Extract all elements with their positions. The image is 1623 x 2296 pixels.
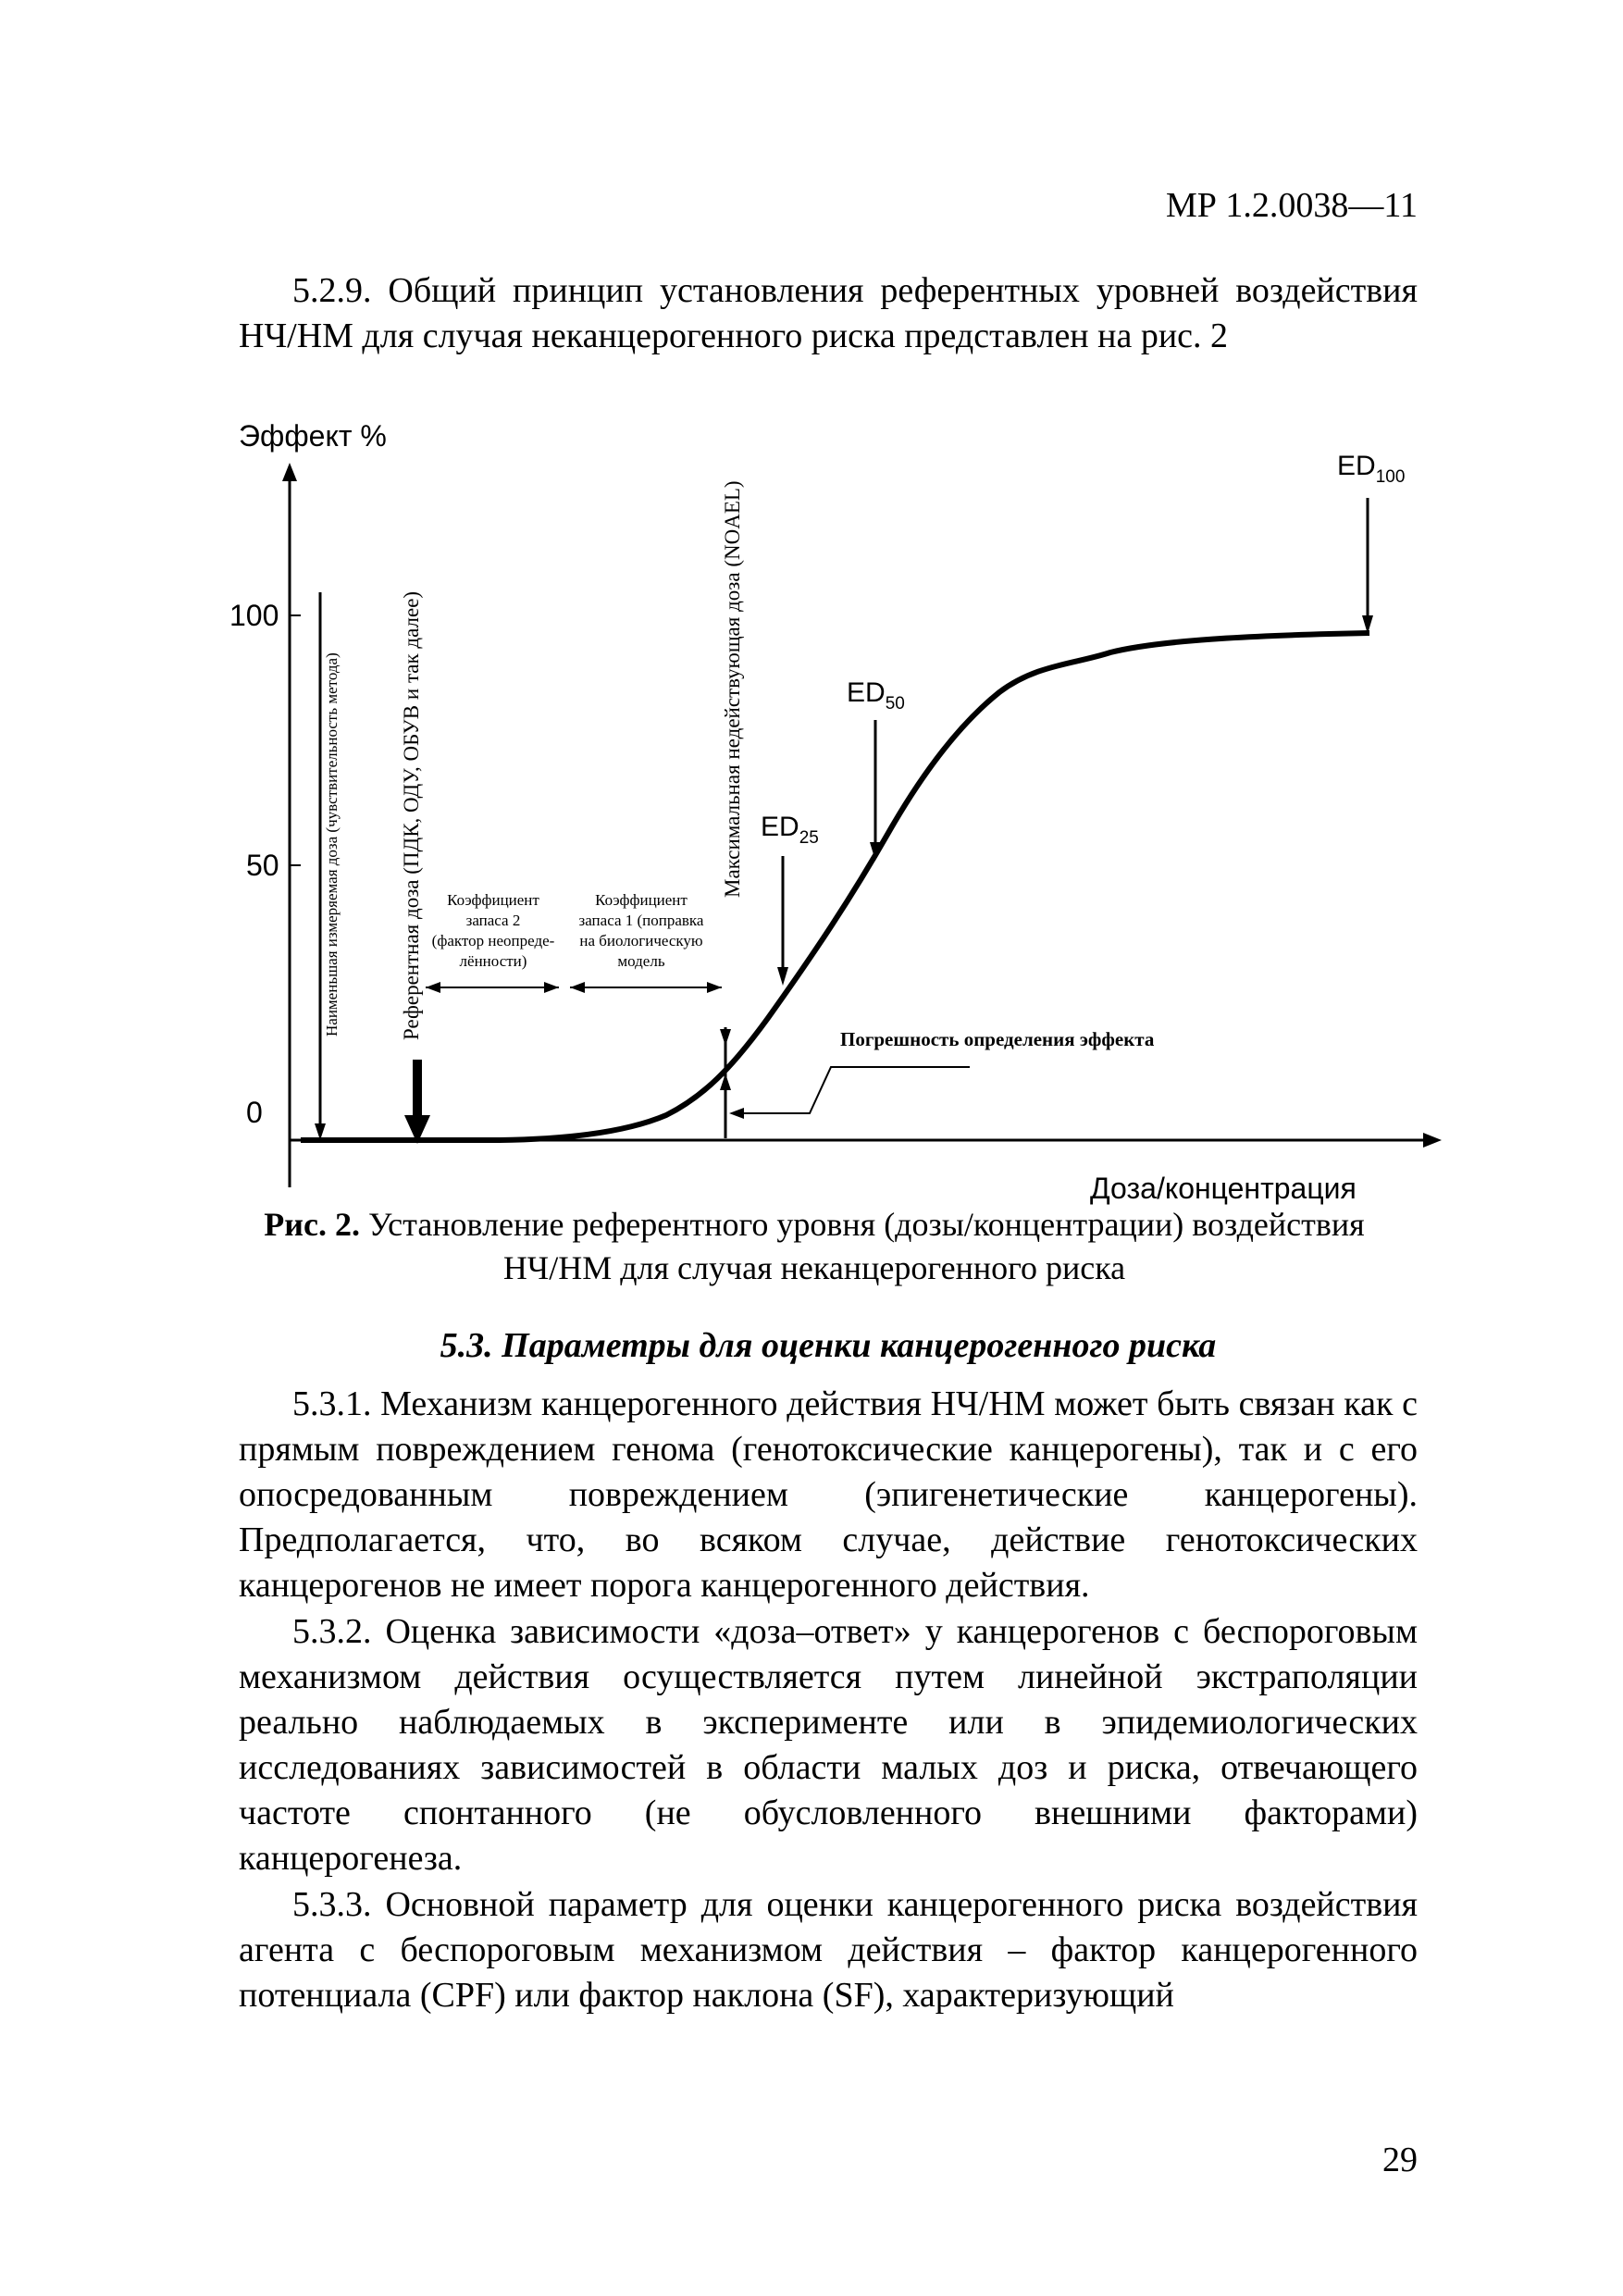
ed100-label: $ED_{100}$: [1337, 451, 1406, 487]
svg-text:на биологическую: на биологическую: [579, 932, 703, 949]
section-heading: 5.3. Параметры для оценки канцерогенного риска: [440, 1326, 1217, 1365]
svg-text:модель: модель: [617, 952, 665, 970]
caption-line-2: НЧ/НМ для случая неканцерогенного риска: [502, 1249, 1126, 1286]
error-label: Погрешность определения эффекта: [840, 1028, 1155, 1050]
coef2-label: [432, 891, 555, 970]
y-tick-label-0: 0: [246, 1096, 263, 1129]
ed25-arrowhead: [777, 967, 788, 986]
svg-text:Коэффициент: Коэффициент: [447, 891, 539, 909]
page-number: 29: [1382, 2141, 1418, 2179]
ed25-label: $ED_{25}$: [761, 812, 819, 848]
caption-label: Рис. 2.: [264, 1206, 360, 1243]
document-code: МР 1.2.0038—11: [1165, 186, 1418, 225]
svg-text:запаса 2: запаса 2: [465, 912, 521, 929]
paragraph-5-2-9: 5.2.9. Общий принцип установления референтных уровней воздействия НЧ/НМ для случая неканцерогенного риска представлен на рис. 2: [239, 271, 1418, 355]
y-axis-arrow: [282, 463, 297, 481]
caption-line-1: Установление референтного уровня (дозы/концентрации) воздействия: [360, 1206, 1365, 1243]
x-axis-label: Доза/концентрация: [1090, 1172, 1357, 1205]
y-axis-label: Эффект %: [239, 419, 387, 453]
ed50-label: $ED_{50}$: [847, 677, 905, 714]
svg-text:(фактор неопреде-: (фактор неопреде-: [431, 932, 555, 949]
paragraph-5-3-3: 5.3.3. Основной параметр для оценки канцерогенного риска воздействия агента с беспороговым механизмом действия – фактор канцерогенного потенциала (CPF) или фактор наклона (SF), характеризующий: [239, 1885, 1418, 2015]
min-dose-label: Наименьшая измеряемая доза (чувствительность метода): [323, 652, 341, 1036]
figure-caption: [231, 1203, 1397, 1290]
y-tick-label-100: 100: [229, 599, 279, 632]
ref-dose-label: Референтная доза (ПДК, ОДУ, ОБУВ и так далее): [400, 590, 423, 1040]
svg-text:Коэффициент: Коэффициент: [595, 891, 688, 909]
x-axis-arrow: [1423, 1133, 1442, 1148]
error-leader-line: [733, 1067, 970, 1113]
dose-response-curve: [301, 633, 1369, 1140]
svg-text:лённости): лённости): [459, 952, 527, 970]
y-tick-label-50: 50: [246, 849, 279, 882]
noael-arrow-down: [720, 1029, 731, 1046]
paragraph-5-3-1: 5.3.1. Механизм канцерогенного действия НЧ/НМ может быть связан как с прямым повреждением генома (генотоксические канцерогены), так и с его опосредованным повреждением (эпигенетические канцерогены). Предполагается, что, во всяком случае, действие генотоксических канцерогенов не имеет порога канцерогенного действия.: [239, 1384, 1418, 1605]
error-leader-arrowhead: [729, 1108, 744, 1119]
paragraph-5-3-2: 5.3.2. Оценка зависимости «доза–ответ» у канцерогенов с беспороговым механизмом действия осуществляется путем линейной экстраполяции реально наблюдаемых в эксперименте или в эпидемиологических исследованиях зависимостей в области малых доз и риска, отвечающего частоте спонтанного (не обусловленного внешними факторами) канцерогенеза.: [239, 1612, 1418, 1878]
svg-text:запаса 1 (поправка: запаса 1 (поправка: [578, 912, 704, 929]
noael-label: Максимальная недействующая доза (NOAEL): [721, 480, 744, 898]
coef1-label: [579, 891, 704, 970]
